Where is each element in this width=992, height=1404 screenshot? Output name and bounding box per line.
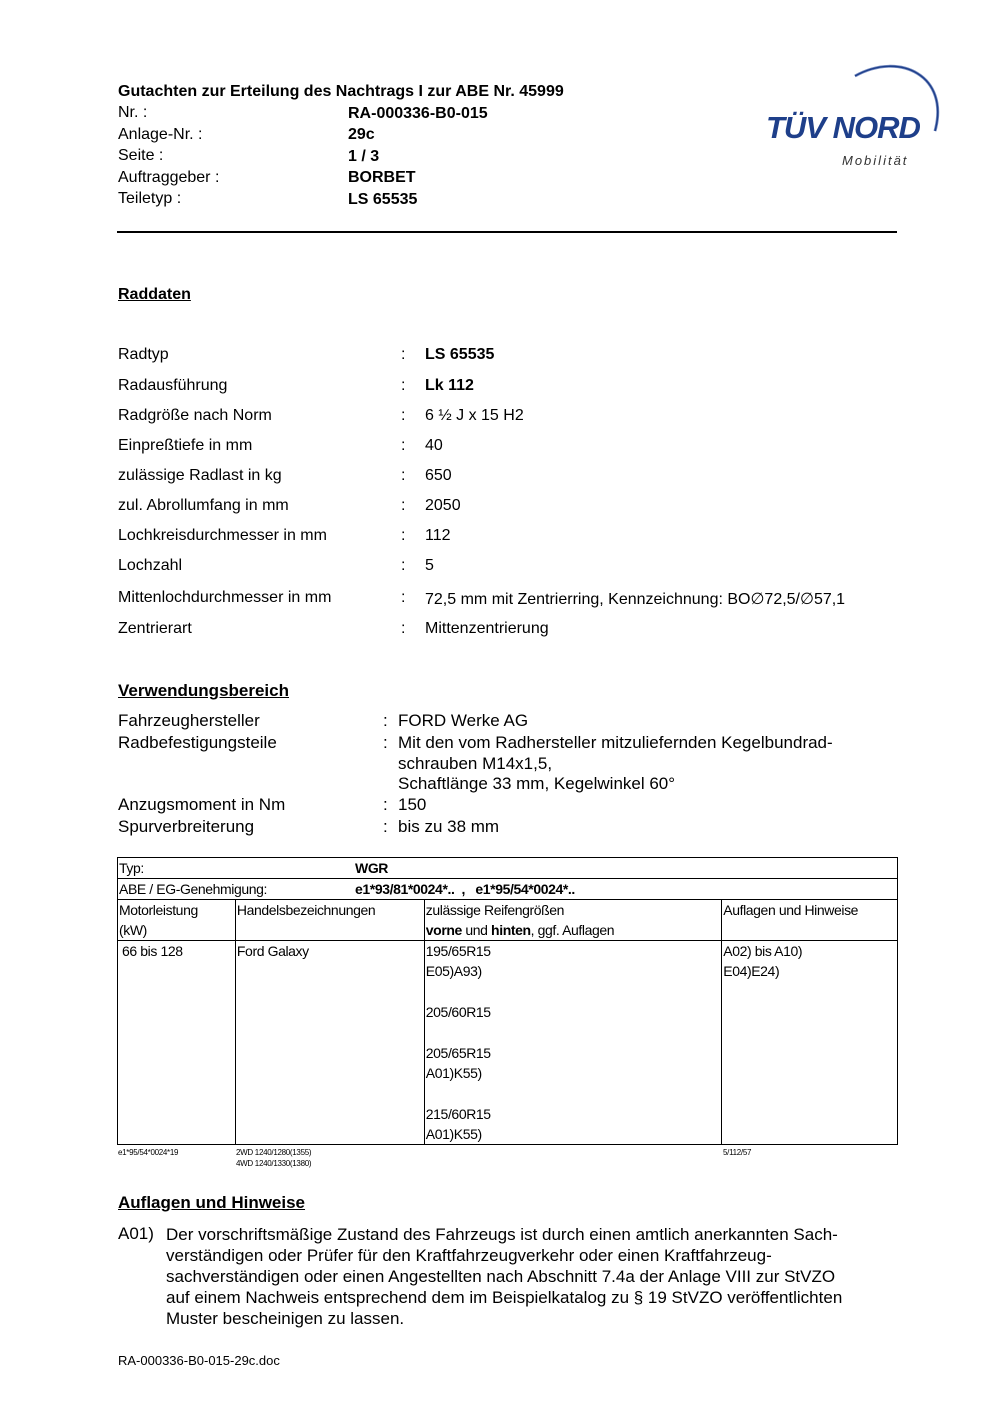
raddaten-label: Radausführung	[118, 377, 228, 394]
verwendung-colon: :	[383, 817, 388, 836]
header-label-seite: Seite :	[118, 147, 164, 164]
logo-subtitle: Mobilität	[842, 153, 909, 168]
raddaten-colon: :	[401, 527, 406, 544]
abe-value: e1*93/81*0024*.. , e1*95/54*0024*..	[355, 881, 575, 897]
table-row-abe	[118, 879, 898, 900]
table-footnote-weights-1: 2WD 1240/1280(1355)	[236, 1148, 312, 1157]
raddaten-value: 650	[425, 467, 452, 484]
col-motorleistung: Motorleistung	[119, 902, 198, 918]
header-label-anlage: Anlage-Nr. :	[118, 126, 203, 143]
raddaten-heading: Raddaten	[118, 286, 191, 303]
raddaten-value: 72,5 mm mit Zentrierring, Kennzeichnung: BO∅72,5/∅57,1	[425, 591, 846, 608]
header-value-nr: RA-000336-B0-015	[348, 105, 488, 122]
table-footnote-approval: e1*95/54*0024*19	[118, 1148, 179, 1157]
abe-label: ABE / EG-Genehmigung:	[119, 881, 268, 897]
raddaten-value: Mittenzentrierung	[425, 620, 549, 637]
table-row	[118, 941, 898, 1145]
header-value-teiletyp: LS 65535	[348, 191, 418, 208]
auflagen-code: A01)	[118, 1224, 154, 1243]
auflagen-heading: Auflagen und Hinweise	[118, 1193, 306, 1212]
raddaten-colon: :	[401, 557, 406, 574]
col-hinten: hinten	[491, 922, 531, 938]
table-footnote-weights-2: 4WD 1240/1330(1380)	[236, 1159, 312, 1168]
header-label-teiletyp: Teiletyp :	[118, 190, 182, 207]
verwendung-colon: :	[383, 711, 388, 730]
cell-kw: 66 bis 128	[118, 941, 236, 1145]
footer-filename: RA-000336-B0-015-29c.doc	[118, 1353, 280, 1368]
anzugsmoment-label: Anzugsmoment in Nm	[118, 795, 286, 814]
raddaten-colon: :	[401, 620, 406, 637]
col-vorne: vorne	[425, 922, 462, 938]
verwendung-heading: Verwendungsbereich	[118, 681, 289, 700]
cell-auflagen: A02) bis A10) E04)E24)	[722, 941, 898, 1145]
raddaten-colon: :	[401, 467, 406, 484]
raddaten-value: Lk 112	[425, 377, 474, 394]
header-divider	[117, 231, 897, 233]
table-footnote-bolt: 5/112/57	[723, 1148, 752, 1157]
raddaten-value: 2050	[425, 497, 461, 514]
raddaten-value: 6 ½ J x 15 H2	[425, 407, 524, 424]
header-value-auftraggeber: BORBET	[348, 169, 416, 186]
table-header-row: Motorleistung (kW) Handelsbezeichnungen zulässige Reifengrößen vorne und hinten, ggf. Auflagen Auflagen und Hinweise	[118, 900, 898, 941]
raddaten-value: LS 65535	[425, 346, 495, 363]
verwendung-colon: :	[383, 733, 388, 752]
raddaten-label: Einpreßtiefe in mm	[118, 437, 253, 454]
anzugsmoment-value: 150	[398, 795, 427, 814]
header-value-anlage: 29c	[348, 126, 375, 143]
raddaten-colon: :	[401, 346, 406, 363]
spurverbreiterung-label: Spurverbreiterung	[118, 817, 255, 836]
typ-label: Typ:	[119, 860, 144, 876]
raddaten-colon: :	[401, 589, 406, 606]
verwendung-colon: :	[383, 795, 388, 814]
raddaten-label: Radgröße nach Norm	[118, 407, 272, 424]
fahrzeughersteller-label: Fahrzeughersteller	[118, 711, 260, 730]
auflagen-text: Der vorschriftsmäßige Zustand des Fahrzeugs ist durch einen amtlich anerkannten Sach- verständigen oder Prüfer für den Kraftfahrzeugverkehr oder einen Kraftfahrzeug- sachverständigen oder einen Angestellten nach Abschnitt 7.4a der Anlage VIII zur StVZO auf einem Nachweis entsprechend dem im Beispielkatalog zu § 19 StVZO veröffentlichten Muster bescheinigen zu lassen.	[166, 1225, 843, 1328]
raddaten-value: 5	[425, 557, 434, 574]
raddaten-label: Mittenlochdurchmesser in mm	[118, 589, 332, 606]
raddaten-label: Lochzahl	[118, 557, 183, 574]
raddaten-label: zulässige Radlast in kg	[118, 467, 282, 484]
header-label-nr: Nr. :	[118, 104, 148, 121]
cell-tyres: 195/65R15 E05)A93) 205/60R15 205/65R15 A01)K55) 215/60R15 A01)K55)	[424, 941, 721, 1145]
raddaten-label: Zentrierart	[118, 620, 192, 637]
col-handelsbezeichnungen: Handelsbezeichnungen	[235, 900, 424, 941]
vehicle-table	[117, 857, 898, 1145]
raddaten-colon: :	[401, 497, 406, 514]
typ-value: WGR	[355, 860, 389, 876]
col-reifengroessen: zulässige Reifengrößen	[425, 902, 565, 918]
radbefestigung-line2: schrauben M14x1,5,	[398, 754, 553, 773]
raddaten-value: 112	[425, 527, 451, 544]
cell-name: Ford Galaxy	[235, 941, 424, 1145]
fahrzeughersteller-value: FORD Werke AG	[398, 711, 529, 730]
logo-brand: TÜV NORD	[766, 110, 920, 145]
tuev-nord-logo	[760, 56, 945, 171]
radbefestigung-line3: Schaftlänge 33 mm, Kegelwinkel 60°	[398, 774, 676, 793]
header-label-auftraggeber: Auftraggeber :	[118, 169, 220, 186]
raddaten-value: 40	[425, 437, 443, 454]
raddaten-colon: :	[401, 377, 406, 394]
raddaten-label: Lochkreisdurchmesser in mm	[118, 527, 327, 544]
raddaten-colon: :	[401, 437, 406, 454]
table-row-typ	[118, 858, 898, 879]
col-auflagen: Auflagen und Hinweise	[722, 900, 898, 941]
raddaten-colon: :	[401, 407, 406, 424]
raddaten-label: zul. Abrollumfang in mm	[118, 497, 289, 514]
spurverbreiterung-value: bis zu 38 mm	[398, 817, 500, 836]
header-value-seite: 1 / 3	[348, 148, 380, 165]
raddaten-label: Radtyp	[118, 346, 169, 363]
radbefestigung-line1: Mit den vom Radhersteller mitzuliefernden Kegelbundrad-	[398, 733, 833, 752]
document-title: Gutachten zur Erteilung des Nachtrags I zur ABE Nr. 45999	[118, 83, 564, 100]
radbefestigung-label: Radbefestigungsteile	[118, 733, 277, 752]
col-kw: (kW)	[119, 922, 147, 938]
